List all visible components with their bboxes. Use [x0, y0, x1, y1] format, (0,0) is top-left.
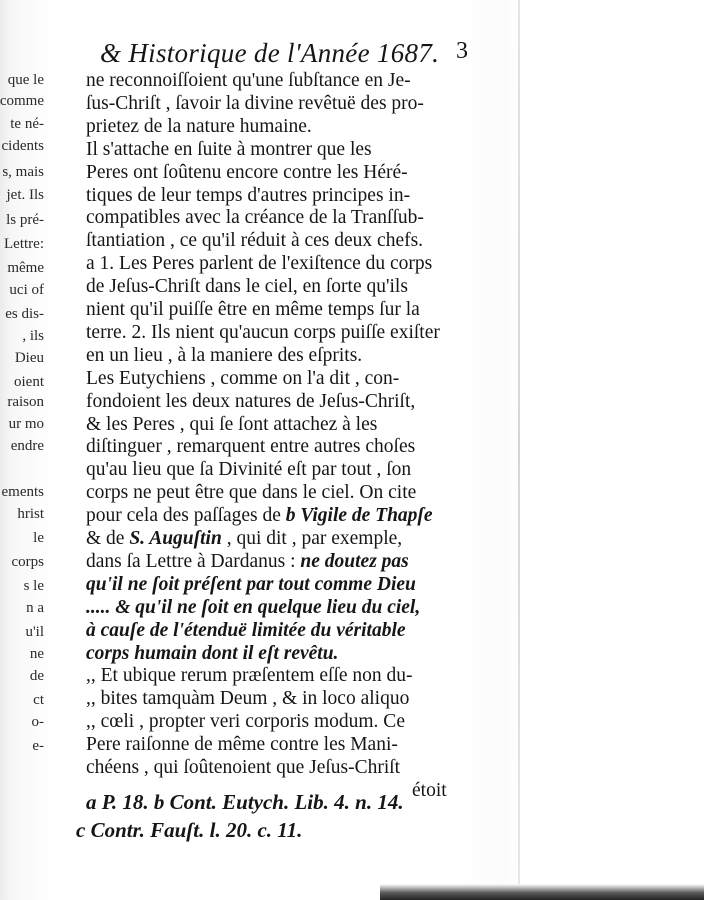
gutter-line: le: [33, 530, 44, 546]
text-line: & les Peres , qui ſe ſont attachez à les: [86, 413, 378, 435]
text-run: & de: [86, 528, 130, 549]
page-number: 3: [456, 38, 469, 64]
text-line: Les Eutychiens , comme on l'a dit , con-: [86, 367, 400, 389]
text-line: ſtantiation , ce qu'il réduit à ces deux chefs.: [86, 230, 424, 252]
text-line: qu'au lieu que ſa Divinité eſt par tout , ſon: [86, 459, 412, 481]
gutter-line: raison: [7, 394, 44, 410]
gutter-line: s, mais: [2, 164, 44, 180]
text-line: diſtinguer , remarquent entre autres choſes: [86, 436, 416, 458]
gutter-line: ls pré-: [6, 212, 44, 228]
text-line: compatibles avec la créance de la Tranſſub-: [86, 207, 424, 229]
gutter-line: Dieu: [14, 350, 44, 366]
gutter-line: o-: [31, 714, 44, 730]
gutter-line: hrist: [17, 506, 44, 522]
page-edge-shadow: [518, 0, 520, 900]
footnote: c Contr. Fauſt. l. 20. c. 11.: [76, 818, 303, 842]
book-edge-shadow: [380, 884, 704, 900]
text-line: terre. 2. Ils nient qu'aucun corps puiſſe exiſter: [86, 321, 440, 343]
gutter-line: ements: [1, 484, 44, 500]
footnote: a P. 18. b Cont. Eutych. Lib. 4. n. 14.: [86, 790, 404, 814]
gutter-line: ne: [29, 646, 44, 662]
gutter-line: ct: [33, 692, 44, 708]
gutter-line: de: [29, 668, 44, 684]
gutter-line: corps: [11, 554, 44, 570]
text-line: [86, 551, 409, 573]
text-line: chéens , qui ſoûtenoient que Jeſus-Chriſt: [86, 757, 401, 778]
author-reference: b Vigile de Thapſe: [285, 505, 433, 527]
gutter-line: cidents: [1, 138, 44, 154]
gutter-line: que le: [7, 72, 44, 88]
gutter-line: Lettre:: [4, 236, 44, 252]
gutter-line: comme: [0, 93, 44, 109]
running-header: [100, 38, 480, 69]
gutter-line: u'il: [25, 624, 44, 640]
quoted-text: ne doutez pas: [300, 550, 409, 572]
text-run: , qui dit , par exemple,: [221, 528, 403, 549]
text-line: Pere raiſonne de même contre les Mani-: [86, 734, 398, 756]
text-line: ,, cœli , propter veri corporis modum. Ce: [86, 711, 405, 733]
gutter-line: s le: [23, 578, 44, 594]
gutter-line: te né-: [10, 116, 44, 132]
text-line: qu'il ne ſoit préſent par tout comme Dieu: [86, 573, 416, 595]
text-line: de Jeſus-Chriſt dans le ciel, en ſorte qu'ils: [86, 276, 408, 298]
text-line: a 1. Les Peres parlent de l'exiſtence du corps: [86, 253, 433, 275]
text-line: corps humain dont il eſt revêtu.: [86, 642, 339, 664]
author-reference: S. Auguſtin: [129, 528, 222, 549]
text-line: corps ne peut être que dans le ciel. On cite: [86, 482, 417, 504]
gutter-line: oient: [14, 374, 44, 390]
text-line: en un lieu , à la maniere des eſprits.: [86, 344, 363, 366]
text-run: dans ſa Lettre à Dardanus :: [86, 550, 301, 572]
gutter-line: , ils: [22, 328, 44, 344]
text-line: [86, 505, 433, 527]
text-line: ſus-Chriſt , ſavoir la divine revêtuë des pro-: [86, 92, 424, 114]
gutter-line: e-: [32, 738, 44, 754]
gutter-line: uci of: [9, 282, 44, 298]
text-line: Il s'attache en ſuite à montrer que les: [86, 138, 372, 160]
gutter-line: ur mo: [8, 416, 44, 432]
text-line: [86, 528, 402, 550]
gutter-line: jet. Ils: [6, 187, 44, 203]
catchword: étoit: [412, 779, 447, 801]
text-line: ,, Et ubique rerum præſentem eſſe non du-: [86, 665, 413, 687]
running-title: & Historique de l'Année 1687.: [100, 38, 440, 68]
text-line: Peres ont ſoûtenu encore contre les Héré-: [86, 161, 408, 183]
text-line: prietez de la nature humaine.: [86, 115, 312, 137]
gutter-line: n a: [26, 600, 44, 616]
text-line: tiques de leur temps d'autres principes in-: [86, 184, 411, 206]
text-line: nient qu'il puiſſe être en même temps ſur la: [86, 299, 420, 320]
text-line: à cauſe de l'étenduë limitée du véritable: [86, 619, 406, 641]
gutter-line: es dis-: [5, 306, 44, 322]
text-line: ,, bites tamquàm Deum , & in loco aliquo: [86, 688, 410, 710]
facing-page-gutter: [0, 72, 48, 872]
gutter-line: même: [7, 260, 44, 276]
gutter-line: endre: [10, 438, 44, 454]
text-line: fondoient les deux natures de Jeſus-Chriſt,: [86, 390, 416, 412]
text-line: ne reconnoiſſoient qu'une ſubſtance en Je-: [86, 70, 411, 91]
text-run: pour cela des paſſages de: [86, 505, 286, 527]
text-line: ..... & qu'il ne ſoit en quelque lieu du ciel,: [86, 596, 421, 618]
